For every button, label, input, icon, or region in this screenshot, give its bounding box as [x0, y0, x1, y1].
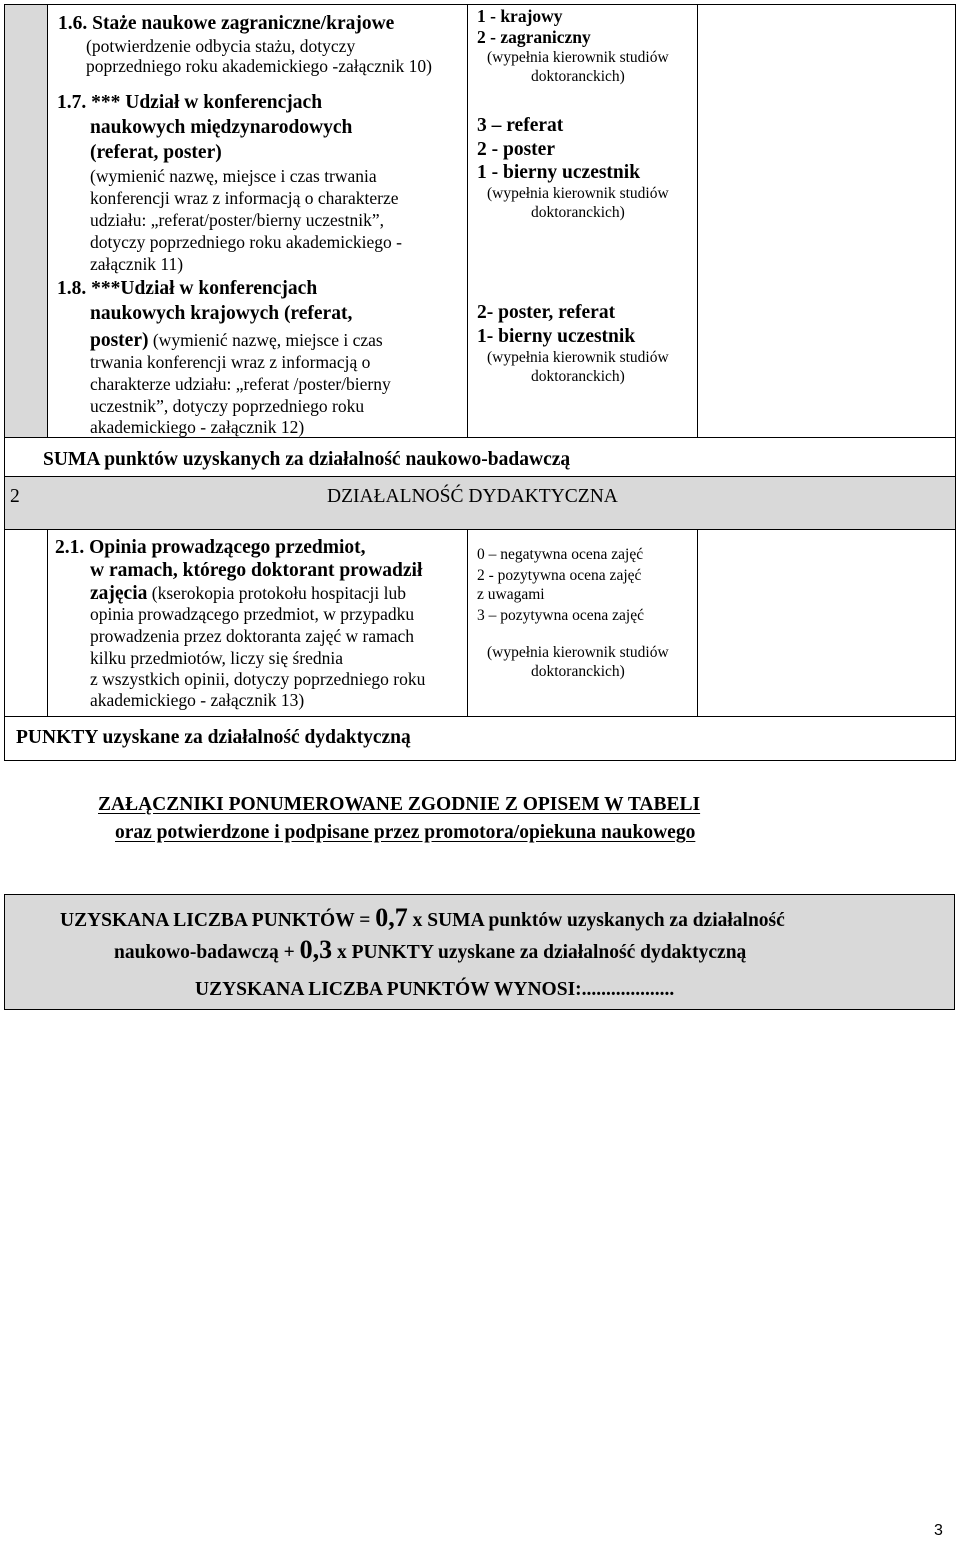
research-factor: 0,7 [375, 903, 408, 932]
row-1-7-note-1: (wypełnia kierownik studiów [487, 185, 669, 202]
row-1-6-note-1: (wypełnia kierownik studiów [487, 49, 669, 66]
row-2-1-score-4: 3 – pozytywna ocena zajęć [477, 607, 644, 624]
row-1-7-desc-line-3: udziału: „referat/poster/bierny uczestnik”, [90, 210, 384, 230]
row-2-1-note-2: doktoranckich) [531, 663, 625, 680]
row-1-6-score-1: 1 - krajowy [477, 6, 563, 26]
column-divider-1 [47, 4, 48, 438]
result-line-1-end: x SUMA punktów uzyskanych za działalność [407, 910, 785, 931]
row-1-8-desc-bold: poster) [90, 330, 149, 351]
row-2-1-desc-rest: (kserokopia protokołu hospitacji lub [151, 583, 406, 603]
section-2-title: DZIAŁALNOŚĆ DYDAKTYCZNA [327, 486, 618, 507]
column-divider-3 [697, 4, 698, 438]
row-2-1-score-1: 0 – negatywna ocena zajęć [477, 546, 644, 563]
result-line-2 [114, 937, 746, 963]
punkty-label: PUNKTY uzyskane za działalność dydaktyczną [16, 727, 411, 748]
row-1-7-title-line-2: naukowych międzynarodowych [90, 117, 353, 138]
column-divider-4 [47, 529, 48, 717]
section-2-number: 2 [10, 486, 20, 507]
row-1-7-title: 1.7. *** Udział w konferencjach [57, 92, 323, 113]
row-1-8-desc-line-4: uczestnik”, dotyczy poprzedniego roku [90, 396, 365, 416]
row-1-7-desc-line-1: (wymienić nazwę, miejsce i czas trwania [90, 166, 377, 186]
row-1-7-score-2: 2 - poster [477, 139, 555, 160]
row-divider-section2-top [4, 476, 956, 477]
row-1-8-desc-line-1 [90, 331, 383, 351]
suma-label: SUMA punktów uzyskanych za działalność naukowo-badawczą [43, 449, 571, 470]
column-divider-5 [467, 529, 468, 717]
result-line-1 [60, 905, 785, 931]
table-right-border [955, 4, 956, 761]
row-2-1-note-1: (wypełnia kierownik studiów [487, 644, 669, 661]
row-1-6-desc-line-1: (potwierdzenie odbycia stażu, dotyczy [86, 36, 356, 56]
row-2-1-score-2: 2 - pozytywna ocena zajęć [477, 567, 642, 584]
column-divider-2 [467, 4, 468, 438]
attachments-heading-line-1: ZAŁĄCZNIKI PONUMEROWANE ZGODNIE Z OPISEM W TABELI [98, 794, 701, 815]
row-2-1-desc-line-6: akademickiego - załącznik 13) [90, 690, 305, 710]
table-top-border [4, 4, 956, 5]
row-1-6-note-2: doktoranckich) [531, 68, 625, 85]
row-1-8-note-2: doktoranckich) [531, 368, 625, 385]
row-2-1-desc-bold: zajęcia [90, 583, 148, 604]
row-2-1-title: 2.1. Opinia prowadzącego przedmiot, [55, 537, 366, 558]
row-1-8-desc-line-3: charakterze udziału: „referat /poster/bierny [90, 374, 391, 394]
row-1-7-score-1: 3 – referat [477, 115, 564, 136]
row-2-1-desc-line-2: opinia prowadzącego przedmiot, w przypadku [90, 604, 415, 624]
column-divider-6 [697, 529, 698, 717]
row-2-1-desc-line-5: z wszystkich opinii, dotyczy poprzedniego roku [90, 669, 426, 689]
row-divider-section2-bottom [4, 529, 956, 530]
row-1-8-desc-line-2: trwania konferencji wraz z informacją o [90, 352, 371, 372]
row-2-1-title-line-2: w ramach, którego doktorant prowadził [90, 560, 423, 581]
row-1-8-score-1: 2- poster, referat [477, 302, 616, 323]
row-1-8-score-2: 1- bierny uczestnik [477, 326, 636, 347]
row-1-8-desc-line-5: akademickiego - załącznik 12) [90, 417, 305, 437]
row-1-7-title-line-3: (referat, poster) [90, 142, 222, 163]
row-2-1-desc-line-4: kilku przedmiotów, liczy się średnia [90, 648, 344, 668]
result-line-3: UZYSKANA LICZBA PUNKTÓW WYNOSI:................... [195, 979, 675, 1000]
teaching-factor: 0,3 [299, 935, 333, 964]
row-1-7-note-2: doktoranckich) [531, 204, 625, 221]
row-2-1-desc-line-1 [90, 584, 406, 604]
row-1-8-note-1: (wypełnia kierownik studiów [487, 349, 669, 366]
row-1-8-title-line-2: naukowych krajowych (referat, [90, 303, 353, 324]
table-left-border [4, 4, 5, 761]
row-1-7-score-3: 1 - bierny uczestnik [477, 162, 641, 183]
row-number-column-shade [5, 5, 48, 437]
table-bottom-border [4, 760, 956, 761]
result-line-2-start: naukowo-badawczą + [114, 942, 300, 963]
row-1-6-title: 1.6. Staże naukowe zagraniczne/krajowe [58, 13, 395, 34]
row-divider-punkty-top [4, 716, 956, 717]
row-1-6-score-2: 2 - zagraniczny [477, 27, 591, 47]
row-divider-suma-top [4, 437, 956, 438]
page-number: 3 [934, 1522, 943, 1539]
row-1-7-desc-line-5: załącznik 11) [90, 254, 184, 274]
result-line-1-start: UZYSKANA LICZBA PUNKTÓW = [60, 910, 376, 931]
row-1-8-desc-rest: (wymienić nazwę, miejsce i czas [152, 330, 383, 350]
result-line-2-end: x PUNKTY uzyskane za działalność dydaktyczną [332, 942, 747, 963]
row-1-7-desc-line-2: konferencji wraz z informacją o charakterze [90, 188, 399, 208]
row-1-6-desc-line-2: poprzedniego roku akademickiego -załącznik 10) [86, 56, 432, 76]
row-1-8-title: 1.8. ***Udział w konferencjach [57, 278, 318, 299]
row-2-1-desc-line-3: prowadzenia przez doktoranta zajęć w ramach [90, 626, 415, 646]
row-1-7-desc-line-4: dotyczy poprzedniego roku akademickiego - [90, 232, 402, 252]
row-2-1-score-3: z uwagami [477, 586, 545, 603]
attachments-heading-line-2: oraz potwierdzone i podpisane przez promotora/opiekuna naukowego [115, 822, 696, 843]
